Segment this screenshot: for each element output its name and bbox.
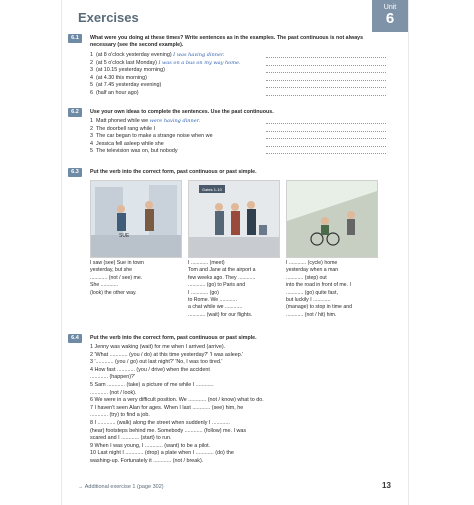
list-item: 9 When I was young, I ............ (want) to be a pilot. [90, 442, 211, 449]
exercise-number: 6.3 [68, 168, 82, 177]
panel-1-text: I saw (see) Sue in town yesterday, but she ............ (not / see) me. She ............ (look) the other way. [90, 260, 144, 296]
list-item: (hear) footsteps behind me. Somebody ............ (follow) me. I was [90, 427, 247, 434]
name-label: SUE [119, 233, 130, 239]
exercise-6-2 [68, 108, 402, 164]
list-item: 1 Matt phoned while we were having dinner. [90, 118, 390, 126]
list-item: 8 I ............ (walk) along the street when suddenly I ............ [90, 419, 230, 426]
page-number: 13 [382, 481, 391, 490]
list-item: 1 Jenny was waking (wait) for me when I arrived (arrive). [90, 344, 226, 350]
workbook-page [62, 0, 408, 505]
list-item: 4 Jessica fell asleep while she [90, 141, 390, 149]
exercise-instruction: Put the verb into the correct form, past continuous or past simple. [90, 335, 257, 341]
exercise-number: 6.2 [68, 108, 82, 117]
exercise-instruction: Put the verb into the correct form, past continuous or past simple. [90, 169, 257, 175]
gate-sign: Gates 1-10 [202, 187, 222, 192]
list-item: 3 (at 10.15 yesterday morning) [90, 67, 390, 75]
unit-badge [372, 0, 408, 32]
list-item: 4 (at 4.30 this morning) [90, 75, 390, 83]
exercise-6-3 [68, 168, 402, 328]
additional-exercise-link[interactable]: → Additional exercise 1 (page 302) [78, 484, 164, 490]
exercise-instruction: Use your own ideas to complete the sentences. Use the past continuous. [90, 109, 274, 115]
exercise-instruction: What were you doing at these times? Write sentences as in the examples. The past continuous is not always necessary (see the second example). [90, 35, 364, 48]
exercise-items [90, 52, 390, 98]
list-item: 6 (half an hour ago) [90, 90, 390, 98]
list-item: ............ (try) to find a job. [90, 412, 150, 419]
exercise-number: 6.4 [68, 334, 82, 343]
list-item: 1 (at 8 o'clock yesterday evening) I was having dinner. [90, 52, 390, 60]
exercise-6-4 [68, 334, 402, 476]
list-item: 5 (at 7.45 yesterday evening) [90, 82, 390, 90]
list-item: ............ (happen)?' [90, 374, 136, 381]
list-item: ............ (not / look). [90, 389, 137, 396]
exercise-6-1 [68, 34, 402, 106]
list-item: scared and I ............ (start) to run. [90, 435, 172, 442]
exercise-items [90, 118, 390, 156]
list-item: 3 The car began to make a strange noise when we [90, 133, 390, 141]
unit-label: Unit [383, 4, 397, 11]
list-item: 6 We were in a very difficult position. We ............ (not / know) what to do. [90, 397, 264, 404]
street-scene-illustration [90, 180, 182, 258]
list-item: 2 'What ............ (you / do) at this time yesterday?' 'I was asleep.' [90, 351, 244, 358]
page-title: Exercises [78, 10, 139, 25]
list-item: 2 (at 5 o'clock last Monday) I was on a bus on my way home. [90, 60, 390, 68]
list-item: 4 How fast ............ (you / drive) when the accident [90, 366, 210, 373]
list-item: 7 I haven't seen Alan for ages. When I last ............ (see) him, he [90, 404, 244, 411]
list-item: 5 Sam ............ (take) a picture of me while I ............ [90, 381, 214, 388]
list-item: 2 The doorbell rang while I [90, 126, 390, 134]
list-item: 10 Last night I ............ (drop) a plate when I ............ (do) the [90, 450, 234, 457]
list-item: washing-up. Fortunately it ............ (not / break). [90, 457, 204, 464]
list-item: 5 The television was on, but nobody [90, 148, 390, 156]
panel-3-text: I ............ (cycle) home yesterday when a man ............ (step) out into the road in front of me. I ............ (go) quite fast, but luckily I ............ (manage) to stop in time and ............ (not / hit) him. [286, 260, 353, 318]
exercise-items [90, 344, 390, 466]
airport-illustration [188, 180, 280, 258]
exercise-number: 6.1 [68, 34, 82, 43]
unit-number: 6 [385, 10, 395, 27]
panel-2-text: I ............ (meet) Tom and Jane at the airport a few weeks ago. They ............ ............ (go) to Paris and I ............ (go) to Rome. We ............ a chat while we ............ ............ (wait) for our flights. [188, 260, 256, 318]
list-item: 3 '............ (you / go) out last night?' 'No, I was too tired.' [90, 359, 223, 366]
cycling-illustration [286, 180, 378, 258]
